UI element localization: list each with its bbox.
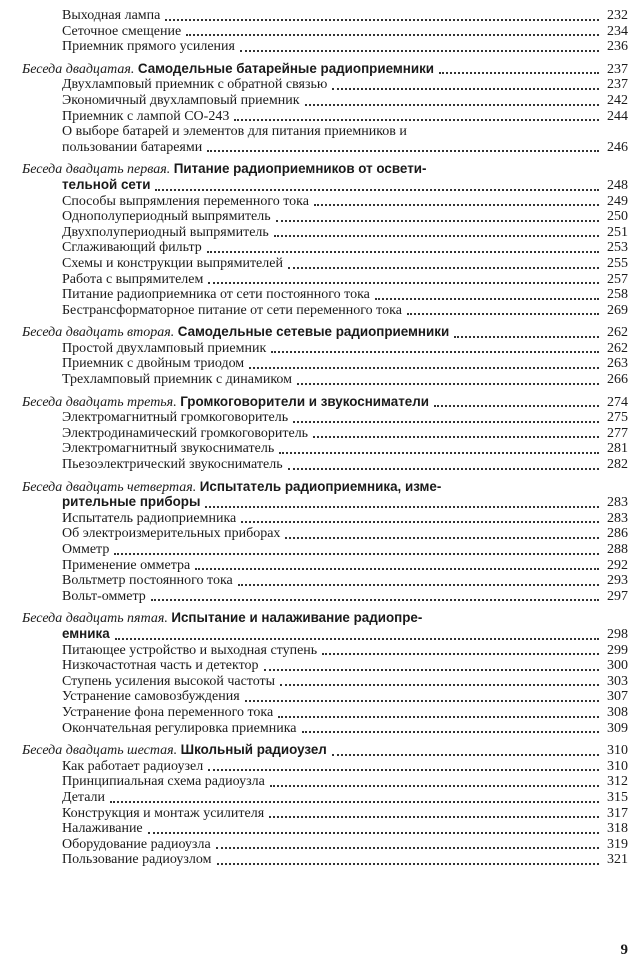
item-title: Налаживание bbox=[62, 821, 143, 837]
entry-title bbox=[62, 303, 404, 319]
dot-leader bbox=[264, 669, 599, 671]
toc-item bbox=[22, 341, 628, 357]
entry-page: 277 bbox=[607, 425, 628, 441]
toc-item bbox=[22, 658, 628, 674]
item-title: Принципиальная схема радиоузла bbox=[62, 774, 265, 790]
toc-item bbox=[22, 240, 628, 256]
entry-title bbox=[62, 806, 266, 822]
item-title: Устранение самовозбуждения bbox=[62, 689, 240, 705]
entry-title bbox=[62, 774, 267, 790]
entry-title bbox=[62, 511, 238, 527]
chapter-title: Питание радиоприемников от освети- bbox=[173, 161, 427, 177]
entry-title bbox=[62, 109, 231, 125]
dot-leader bbox=[240, 50, 599, 52]
entry-title bbox=[62, 77, 329, 93]
toc-item bbox=[22, 109, 628, 125]
chapter-heading bbox=[22, 611, 628, 627]
toc-item bbox=[22, 457, 628, 473]
dot-leader bbox=[407, 313, 599, 315]
entry-page: 312 bbox=[607, 774, 628, 790]
dot-leader bbox=[332, 754, 599, 756]
toc-item bbox=[22, 77, 628, 93]
entry-title bbox=[62, 705, 275, 721]
dot-leader bbox=[208, 282, 599, 284]
entry-title bbox=[62, 256, 285, 272]
entry-title bbox=[22, 742, 329, 759]
entry-page: 236 bbox=[607, 39, 628, 55]
entry-page: 318 bbox=[607, 821, 628, 837]
page-number: 9 bbox=[620, 942, 628, 958]
chapter-title: Самодельные сетевые радиоприемники bbox=[177, 324, 450, 340]
chapter-lead: Беседа двадцать вторая. bbox=[22, 325, 175, 341]
entry-page: 315 bbox=[607, 789, 628, 805]
toc-item bbox=[22, 124, 628, 140]
entry-page: 281 bbox=[607, 441, 628, 457]
toc-item-cont bbox=[22, 140, 628, 156]
dot-leader bbox=[305, 104, 599, 106]
entry-title bbox=[22, 324, 451, 341]
toc-item bbox=[22, 256, 628, 272]
entry-title bbox=[62, 542, 111, 558]
entry-page: 321 bbox=[607, 852, 628, 868]
item-title: Пьезоэлектрический звукосниматель bbox=[62, 457, 283, 473]
item-title: Выходная лампа bbox=[62, 8, 161, 23]
toc-item bbox=[22, 759, 628, 775]
toc-item bbox=[22, 643, 628, 659]
entry-title bbox=[62, 573, 235, 589]
entry-page: 234 bbox=[607, 23, 628, 39]
entry-page: 249 bbox=[607, 193, 628, 209]
chapter-heading bbox=[22, 162, 628, 178]
entry-title bbox=[62, 589, 148, 605]
item-title: Пользование радиоузлом bbox=[62, 852, 212, 868]
toc-item bbox=[22, 209, 628, 225]
item-title: Сглаживающий фильтр bbox=[62, 240, 202, 256]
dot-leader bbox=[332, 88, 599, 90]
chapter-title: Самодельные батарейные радиоприемники bbox=[137, 60, 435, 76]
dot-leader bbox=[270, 785, 599, 787]
toc-item bbox=[22, 573, 628, 589]
entry-title bbox=[62, 209, 273, 225]
entry-title bbox=[22, 394, 431, 411]
item-title: О выборе батарей и элементов для питания приемников и bbox=[62, 124, 407, 140]
chapter-heading bbox=[22, 325, 628, 341]
chapter-heading bbox=[22, 395, 628, 411]
entry-title bbox=[62, 852, 214, 868]
entry-title bbox=[62, 39, 237, 55]
entry-title bbox=[62, 837, 213, 853]
entry-title bbox=[62, 689, 242, 705]
item-title: Однополупериодный выпрямитель bbox=[62, 209, 271, 225]
dot-leader bbox=[271, 351, 599, 353]
dot-leader bbox=[314, 204, 599, 206]
item-title: Способы выпрямления переменного тока bbox=[62, 193, 309, 209]
item-title: Применение омметра bbox=[62, 557, 191, 573]
entry-page: 269 bbox=[607, 302, 628, 318]
dot-leader bbox=[241, 521, 599, 523]
dot-leader bbox=[114, 553, 599, 555]
item-title: Двухламповый приемник с обратной связью bbox=[62, 77, 328, 93]
entry-page: 258 bbox=[607, 287, 628, 303]
chapter-lead: Беседа двадцать первая. bbox=[22, 162, 171, 178]
entry-page: 308 bbox=[607, 704, 628, 720]
entry-page: 237 bbox=[607, 61, 628, 77]
entry-page: 250 bbox=[607, 209, 628, 225]
toc-item bbox=[22, 821, 628, 837]
entry-page: 319 bbox=[607, 836, 628, 852]
toc-item bbox=[22, 194, 628, 210]
entry-title bbox=[62, 341, 268, 357]
table-of-contents bbox=[22, 8, 628, 868]
entry-page: 310 bbox=[607, 758, 628, 774]
entry-title bbox=[62, 426, 310, 442]
entry-page: 255 bbox=[607, 255, 628, 271]
entry-page: 283 bbox=[607, 510, 628, 526]
entry-page: 292 bbox=[607, 557, 628, 573]
dot-leader bbox=[245, 700, 599, 702]
entry-page: 299 bbox=[607, 642, 628, 658]
item-title: Детали bbox=[62, 789, 106, 805]
toc-item bbox=[22, 39, 628, 55]
dot-leader bbox=[208, 769, 599, 771]
item-title-cont: пользовании батареями bbox=[62, 139, 203, 155]
toc-item bbox=[22, 225, 628, 241]
dot-leader bbox=[302, 731, 599, 733]
item-title: Испытатель радиоприемника bbox=[62, 510, 237, 526]
entry-page: 282 bbox=[607, 457, 628, 473]
toc-item bbox=[22, 93, 628, 109]
dot-leader bbox=[288, 468, 599, 470]
dot-leader bbox=[313, 436, 599, 438]
chapter-title: Испытатель радиоприемника, изме- bbox=[199, 478, 442, 494]
item-title: Бестрансформаторное питание от сети переменного тока bbox=[62, 302, 402, 318]
entry-title bbox=[62, 356, 246, 372]
entry-page: 263 bbox=[607, 356, 628, 372]
entry-title bbox=[62, 526, 282, 542]
dot-leader bbox=[269, 816, 599, 818]
item-title: Электромагнитный звукосниматель bbox=[62, 441, 275, 457]
dot-leader bbox=[285, 537, 599, 539]
dot-leader bbox=[439, 72, 599, 74]
toc-item bbox=[22, 356, 628, 372]
entry-page: 310 bbox=[607, 743, 628, 759]
toc-item bbox=[22, 272, 628, 288]
entry-title bbox=[22, 61, 436, 78]
entry-title bbox=[62, 372, 294, 388]
toc-item bbox=[22, 441, 628, 457]
entry-page: 300 bbox=[607, 658, 628, 674]
chapter-heading bbox=[22, 62, 628, 78]
item-title: Ступень усиления высокой частоты bbox=[62, 673, 276, 689]
chapter-heading-cont bbox=[22, 627, 628, 643]
chapter-title: Школьный радиоузел bbox=[180, 742, 327, 758]
item-title: Экономичный двухламповый приемник bbox=[62, 92, 300, 108]
dot-leader bbox=[216, 847, 599, 849]
chapter-title-cont: емника bbox=[62, 625, 110, 641]
dot-leader bbox=[322, 653, 599, 655]
entry-title bbox=[62, 658, 261, 674]
entry-page: 266 bbox=[607, 372, 628, 388]
toc-item bbox=[22, 721, 628, 737]
entry-title bbox=[62, 272, 205, 288]
toc-item bbox=[22, 806, 628, 822]
dot-leader bbox=[288, 267, 599, 269]
item-title: Как работает радиоузел bbox=[62, 758, 204, 774]
entry-page: 303 bbox=[607, 673, 628, 689]
entry-title bbox=[62, 140, 204, 156]
chapter-lead: Беседа двадцать шестая. bbox=[22, 743, 178, 759]
entry-title bbox=[22, 479, 628, 496]
dot-leader bbox=[279, 452, 599, 454]
toc-item bbox=[22, 689, 628, 705]
entry-title bbox=[62, 494, 202, 511]
entry-page: 307 bbox=[607, 689, 628, 705]
entry-title bbox=[62, 643, 319, 659]
chapter-lead: Беседа двадцать четвертая. bbox=[22, 479, 197, 495]
item-title: Низкочастотная часть и детектор bbox=[62, 658, 259, 674]
entry-title bbox=[62, 721, 299, 737]
entry-page: 293 bbox=[607, 573, 628, 589]
chapter-lead: Беседа двадцать пятая. bbox=[22, 611, 168, 627]
chapter-heading-cont bbox=[22, 495, 628, 511]
item-title: Вольтметр постоянного тока bbox=[62, 573, 233, 589]
toc-item bbox=[22, 8, 628, 24]
item-title: Оборудование радиоузла bbox=[62, 836, 211, 852]
toc-item bbox=[22, 287, 628, 303]
chapter-title: Громкоговорители и звукосниматели bbox=[180, 393, 429, 409]
dot-leader bbox=[297, 383, 599, 385]
dot-leader bbox=[293, 421, 599, 423]
toc-item bbox=[22, 303, 628, 319]
toc-item bbox=[22, 852, 628, 868]
toc-item bbox=[22, 426, 628, 442]
dot-leader bbox=[207, 150, 599, 152]
toc-item bbox=[22, 774, 628, 790]
item-title: Приемник прямого усиления bbox=[62, 39, 235, 55]
entry-page: 257 bbox=[607, 271, 628, 287]
entry-page: 253 bbox=[607, 240, 628, 256]
entry-page: 283 bbox=[607, 495, 628, 511]
entry-page: 251 bbox=[607, 224, 628, 240]
entry-title bbox=[62, 410, 290, 426]
toc-item bbox=[22, 674, 628, 690]
dot-leader bbox=[234, 119, 599, 121]
entry-page: 262 bbox=[607, 325, 628, 341]
item-title: Работа с выпрямителем bbox=[62, 271, 204, 287]
toc-item bbox=[22, 372, 628, 388]
entry-title bbox=[62, 674, 277, 690]
dot-leader bbox=[155, 189, 599, 191]
dot-leader bbox=[110, 801, 599, 803]
item-title: Электродинамический громкоговоритель bbox=[62, 425, 309, 441]
dot-leader bbox=[276, 220, 599, 222]
item-title: Приемник с двойным триодом bbox=[62, 356, 245, 372]
entry-title bbox=[22, 610, 628, 627]
dot-leader bbox=[165, 19, 599, 21]
toc-item bbox=[22, 837, 628, 853]
item-title: Об электроизмерительных приборах bbox=[62, 526, 281, 542]
item-title: Простой двухламповый приемник bbox=[62, 340, 267, 356]
dot-leader bbox=[249, 367, 599, 369]
item-title: Схемы и конструкции выпрямителей bbox=[62, 255, 283, 271]
entry-page: 275 bbox=[607, 410, 628, 426]
entry-title bbox=[62, 225, 271, 241]
entry-page: 309 bbox=[607, 720, 628, 736]
dot-leader bbox=[278, 716, 599, 718]
item-title: Электромагнитный громкоговоритель bbox=[62, 410, 289, 426]
entry-page: 232 bbox=[607, 8, 628, 23]
item-title: Сеточное смещение bbox=[62, 23, 182, 39]
entry-page: 286 bbox=[607, 526, 628, 542]
dot-leader bbox=[238, 584, 599, 586]
entry-page: 242 bbox=[607, 92, 628, 108]
chapter-title-cont: рительные приборы bbox=[62, 494, 201, 510]
toc-item bbox=[22, 526, 628, 542]
dot-leader bbox=[115, 638, 599, 640]
dot-leader bbox=[205, 506, 599, 508]
entry-page: 297 bbox=[607, 588, 628, 604]
entry-title bbox=[62, 240, 204, 256]
entry-title bbox=[62, 457, 285, 473]
dot-leader bbox=[274, 235, 599, 237]
entry-title bbox=[62, 759, 205, 775]
toc-item bbox=[22, 410, 628, 426]
chapter-heading bbox=[22, 480, 628, 496]
item-title: Конструкция и монтаж усилителя bbox=[62, 805, 265, 821]
entry-title bbox=[22, 161, 628, 178]
entry-page: 262 bbox=[607, 340, 628, 356]
entry-title bbox=[62, 558, 192, 574]
entry-page: 244 bbox=[607, 108, 628, 124]
item-title: Питающее устройство и выходная ступень bbox=[62, 642, 318, 658]
entry-page: 248 bbox=[607, 177, 628, 193]
dot-leader bbox=[280, 684, 599, 686]
toc-item bbox=[22, 589, 628, 605]
chapter-heading bbox=[22, 743, 628, 759]
dot-leader bbox=[186, 34, 599, 36]
item-title: Двухполупериодный выпрямитель bbox=[62, 224, 269, 240]
item-title: Устранение фона переменного тока bbox=[62, 704, 274, 720]
entry-page: 288 bbox=[607, 542, 628, 557]
toc-item bbox=[22, 558, 628, 574]
dot-leader bbox=[151, 599, 599, 601]
dot-leader bbox=[207, 251, 599, 253]
item-title: Омметр bbox=[62, 542, 110, 557]
chapter-title: Испытание и налаживание радиопре- bbox=[171, 610, 423, 626]
item-title: Трехламповый приемник с динамиком bbox=[62, 372, 293, 388]
chapter-heading-cont bbox=[22, 178, 628, 194]
item-title: Приемник с лампой СО-243 bbox=[62, 108, 230, 124]
toc-item bbox=[22, 24, 628, 40]
chapter-title-cont: тельной сети bbox=[62, 176, 151, 192]
entry-title bbox=[62, 177, 152, 194]
dot-leader bbox=[375, 298, 599, 300]
entry-page: 298 bbox=[607, 626, 628, 642]
entry-title bbox=[62, 626, 112, 643]
chapter-lead: Беседа двадцать третья. bbox=[22, 394, 177, 410]
entry-title bbox=[62, 287, 372, 303]
dot-leader bbox=[434, 405, 599, 407]
toc-item bbox=[22, 790, 628, 806]
entry-page: 246 bbox=[607, 139, 628, 155]
entry-title bbox=[62, 441, 276, 457]
entry-title bbox=[62, 124, 628, 140]
entry-title bbox=[62, 821, 145, 837]
entry-title bbox=[62, 8, 162, 24]
dot-leader bbox=[195, 568, 599, 570]
item-title: Окончательная регулировка приемника bbox=[62, 720, 297, 736]
toc-item bbox=[22, 705, 628, 721]
dot-leader bbox=[148, 832, 599, 834]
item-title: Питание радиоприемника от сети постоянного тока bbox=[62, 287, 370, 303]
entry-title bbox=[62, 790, 107, 806]
entry-page: 237 bbox=[607, 77, 628, 93]
item-title: Вольт-омметр bbox=[62, 588, 146, 604]
entry-title bbox=[62, 194, 311, 210]
chapter-lead: Беседа двадцатая. bbox=[22, 61, 135, 77]
entry-title bbox=[62, 93, 302, 109]
entry-page: 274 bbox=[607, 394, 628, 410]
entry-page: 317 bbox=[607, 805, 628, 821]
toc-item bbox=[22, 542, 628, 558]
entry-title bbox=[62, 24, 183, 40]
dot-leader bbox=[217, 863, 600, 865]
toc-item bbox=[22, 511, 628, 527]
dot-leader bbox=[454, 336, 599, 338]
